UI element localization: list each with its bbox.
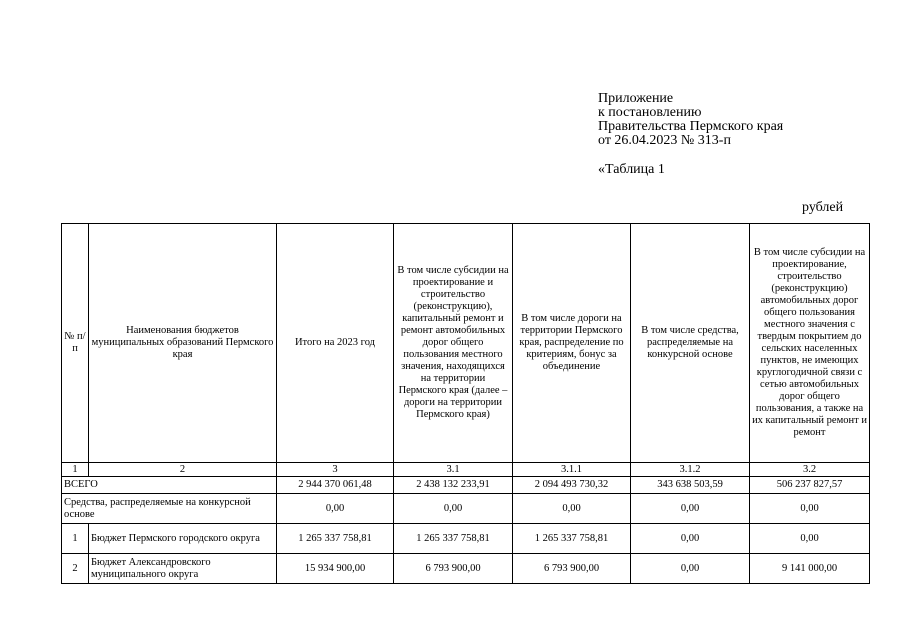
row-label: ВСЕГО — [62, 477, 277, 494]
table-cell: 0,00 — [750, 494, 870, 524]
column-number: 1 — [62, 463, 89, 477]
column-number: 3 — [277, 463, 394, 477]
table-cell: 1 265 337 758,81 — [513, 524, 631, 554]
table-row — [62, 554, 870, 584]
table-row — [62, 524, 870, 554]
table-cell: 0,00 — [513, 494, 631, 524]
table-cell: 1 265 337 758,81 — [277, 524, 394, 554]
table-title: «Таблица 1 — [598, 162, 665, 177]
column-number: 2 — [89, 463, 277, 477]
column-header: В том числе субсидии на проектирование и строительство (реконструкцию), капитальный ремонт и ремонт автомобильных дорог общего пользования местного значения, находящихся на территории Пермского края (далее – дороги на территории Пермского края) — [394, 224, 513, 463]
column-header: № п/п — [62, 224, 89, 463]
row-name: Бюджет Пермского городского округа — [89, 524, 277, 554]
units-label: рублей — [802, 200, 844, 215]
header-line: Правительства Пермского края — [598, 119, 784, 134]
column-header: Итого на 2023 год — [277, 224, 394, 463]
subsidy-table — [61, 223, 870, 584]
table-cell: 0,00 — [394, 494, 513, 524]
row-number: 2 — [62, 554, 89, 584]
table-cell: 15 934 900,00 — [277, 554, 394, 584]
column-header: Наименования бюджетов муниципальных образований Пермского края — [89, 224, 277, 463]
row-number: 1 — [62, 524, 89, 554]
row-label: Средства, распределяемые на конкурсной основе — [62, 494, 277, 524]
table-cell: 0,00 — [631, 494, 750, 524]
column-header: В том числе дороги на территории Пермского края, распределение по критериям, бонус за объединение — [513, 224, 631, 463]
table-cell: 9 141 000,00 — [750, 554, 870, 584]
table-cell: 506 237 827,57 — [750, 477, 870, 494]
column-number-row — [62, 463, 870, 477]
document-header — [598, 92, 783, 148]
table-cell: 0,00 — [277, 494, 394, 524]
table-cell: 0,00 — [750, 524, 870, 554]
column-number: 3.1.2 — [631, 463, 750, 477]
column-number: 3.2 — [750, 463, 870, 477]
total-row — [62, 477, 870, 494]
competitive-row — [62, 494, 870, 524]
table-cell: 2 438 132 233,91 — [394, 477, 513, 494]
column-header: В том числе субсидии на проектирование, строительство (реконструкцию) автомобильных дорог общего пользования местного значения с твердым покрытием до сельских населенных пунктов, не имеющих круглогодичной связи с сетью автомобильных дорог общего пользования, а также на их капитальный ремонт и ремонт — [750, 224, 870, 463]
column-number: 3.1 — [394, 463, 513, 477]
header-line: Приложение — [598, 91, 674, 106]
table-cell: 6 793 900,00 — [513, 554, 631, 584]
table-cell: 343 638 503,59 — [631, 477, 750, 494]
column-number: 3.1.1 — [513, 463, 631, 477]
table-cell: 0,00 — [631, 524, 750, 554]
table-cell: 2 944 370 061,48 — [277, 477, 394, 494]
table-cell: 0,00 — [631, 554, 750, 584]
table-cell: 1 265 337 758,81 — [394, 524, 513, 554]
row-name: Бюджет Александровского муниципального округа — [89, 554, 277, 584]
table-cell: 6 793 900,00 — [394, 554, 513, 584]
header-row — [62, 224, 870, 463]
column-header: В том числе средства, распределяемые на конкурсной основе — [631, 224, 750, 463]
header-line: от 26.04.2023 № 313-п — [598, 133, 731, 148]
header-line: к постановлению — [598, 105, 702, 120]
table-cell: 2 094 493 730,32 — [513, 477, 631, 494]
